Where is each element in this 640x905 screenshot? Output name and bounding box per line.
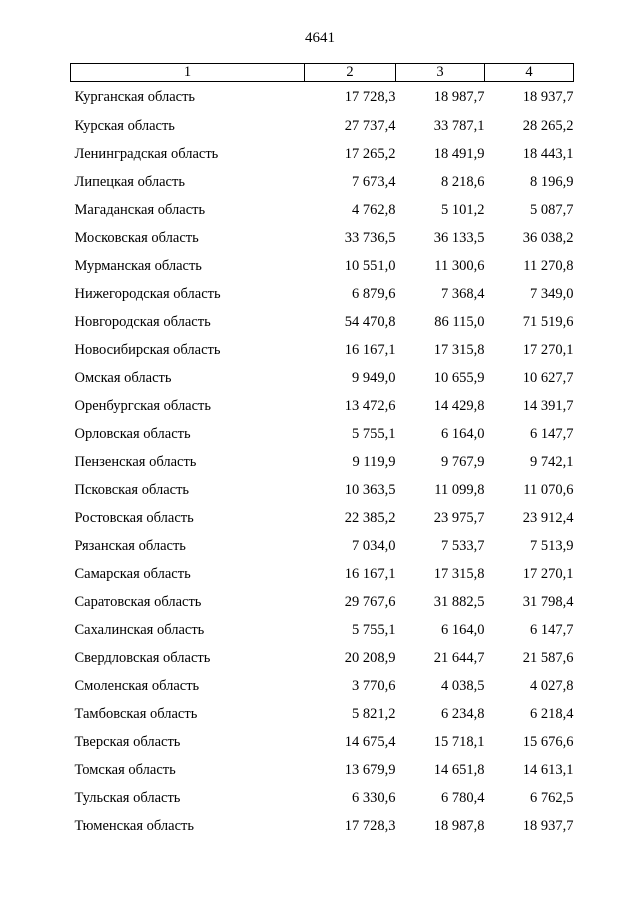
value-col-4-cell: 18 937,7 (522, 818, 574, 834)
value-col-4-cell: 11 270,8 (523, 258, 574, 274)
value-col-4-cell: 7 349,0 (530, 286, 574, 302)
value-col-3-cell: 14 429,8 (433, 398, 485, 414)
region-name-cell: Псковская область (74, 482, 190, 498)
value-col-4-cell: 36 038,2 (522, 230, 574, 246)
value-col-4-cell: 31 798,4 (522, 594, 574, 610)
value-col-2-cell: 13 679,9 (344, 762, 396, 778)
value-col-3-cell: 36 133,5 (433, 230, 485, 246)
value-col-2-cell: 4 762,8 (352, 202, 396, 218)
table-row (71, 728, 574, 756)
region-name-cell: Саратовская область (74, 594, 202, 610)
value-col-3-cell: 11 300,6 (434, 258, 485, 274)
value-col-3-cell: 8 218,6 (441, 174, 485, 190)
region-name-cell: Сахалинская область (74, 622, 205, 638)
header-row (71, 64, 574, 82)
value-col-2-cell: 14 675,4 (344, 734, 396, 750)
region-name-cell: Орловская область (74, 426, 191, 442)
value-col-4-cell: 7 513,9 (530, 538, 574, 554)
value-col-3-cell: 6 234,8 (441, 706, 485, 722)
value-col-3-cell: 15 718,1 (433, 734, 485, 750)
value-col-2-cell: 54 470,8 (344, 314, 396, 330)
region-name-cell: Тверская область (74, 734, 181, 750)
table-row (71, 168, 574, 196)
region-name-cell: Томская область (74, 762, 176, 778)
table-row (71, 784, 574, 812)
table-body (71, 82, 574, 841)
value-col-2-cell: 16 167,1 (344, 566, 396, 582)
table-row (71, 420, 574, 448)
value-col-4-cell: 17 270,1 (522, 566, 574, 582)
value-col-2-cell: 17 265,2 (344, 146, 396, 162)
table-row (71, 644, 574, 672)
value-col-2-cell: 13 472,6 (344, 398, 396, 414)
value-col-3-cell: 18 491,9 (433, 146, 485, 162)
value-col-4-cell: 11 070,6 (523, 482, 574, 498)
value-col-4-cell: 10 627,7 (522, 370, 574, 386)
region-name-cell: Тульская область (74, 790, 181, 806)
value-col-4-cell: 14 613,1 (522, 762, 574, 778)
value-col-3-cell: 14 651,8 (433, 762, 485, 778)
column-header-4: 4 (485, 64, 574, 82)
value-col-2-cell: 5 755,1 (352, 426, 396, 442)
value-col-2-cell: 7 034,0 (352, 538, 396, 554)
region-name-cell: Рязанская область (74, 538, 186, 554)
value-col-2-cell: 33 736,5 (344, 230, 396, 246)
value-col-2-cell: 10 363,5 (344, 482, 396, 498)
value-col-3-cell: 86 115,0 (434, 314, 485, 330)
value-col-4-cell: 17 270,1 (522, 342, 574, 358)
value-col-2-cell: 17 728,3 (344, 89, 396, 105)
table-header (71, 64, 574, 82)
value-col-4-cell: 18 443,1 (522, 146, 574, 162)
value-col-2-cell: 22 385,2 (344, 510, 396, 526)
table-row (71, 504, 574, 532)
table-row (71, 82, 574, 113)
table-row (71, 224, 574, 252)
value-col-4-cell: 6 762,5 (530, 790, 574, 806)
value-col-4-cell: 9 742,1 (530, 454, 574, 470)
region-name-cell: Самарская область (74, 566, 191, 582)
value-col-3-cell: 7 368,4 (441, 286, 485, 302)
region-name-cell: Тюменская область (74, 818, 194, 834)
region-name-cell: Новосибирская область (74, 342, 221, 358)
value-col-4-cell: 4 027,8 (530, 678, 574, 694)
value-col-2-cell: 27 737,4 (344, 118, 396, 134)
region-budget-table (70, 63, 574, 840)
region-name-cell: Ростовская область (74, 510, 194, 526)
value-col-4-cell: 28 265,2 (522, 118, 574, 134)
value-col-2-cell: 9 949,0 (352, 370, 396, 386)
region-name-cell: Свердловская область (74, 650, 211, 666)
table-row (71, 364, 574, 392)
table-row (71, 392, 574, 420)
value-col-3-cell: 10 655,9 (433, 370, 485, 386)
value-col-3-cell: 23 975,7 (433, 510, 485, 526)
table-row (71, 560, 574, 588)
region-name-cell: Новгородская область (74, 314, 211, 330)
value-col-4-cell: 18 937,7 (522, 89, 574, 105)
region-name-cell: Ленинградская область (74, 146, 219, 162)
region-name-cell: Курская область (74, 118, 175, 134)
value-col-4-cell: 6 147,7 (530, 622, 574, 638)
value-col-2-cell: 10 551,0 (344, 258, 396, 274)
value-col-4-cell: 6 147,7 (530, 426, 574, 442)
value-col-3-cell: 21 644,7 (433, 650, 485, 666)
table-row (71, 448, 574, 476)
table-row (71, 532, 574, 560)
value-col-3-cell: 31 882,5 (433, 594, 485, 610)
region-name-cell: Тамбовская область (74, 706, 198, 722)
value-col-4-cell: 15 676,6 (522, 734, 574, 750)
table-row (71, 280, 574, 308)
value-col-3-cell: 9 767,9 (441, 454, 485, 470)
table-row (71, 588, 574, 616)
page-number: 4641 (305, 30, 335, 46)
table-row (71, 308, 574, 336)
table-row (71, 812, 574, 840)
table-row (71, 672, 574, 700)
value-col-3-cell: 7 533,7 (441, 538, 485, 554)
value-col-2-cell: 16 167,1 (344, 342, 396, 358)
value-col-2-cell: 7 673,4 (352, 174, 396, 190)
value-col-2-cell: 17 728,3 (344, 818, 396, 834)
value-col-3-cell: 6 780,4 (441, 790, 485, 806)
table-row (71, 756, 574, 784)
column-header-1: 1 (71, 64, 305, 82)
value-col-2-cell: 6 330,6 (352, 790, 396, 806)
value-col-3-cell: 5 101,2 (441, 202, 485, 218)
region-name-cell: Пензенская область (74, 454, 197, 470)
value-col-4-cell: 14 391,7 (522, 398, 574, 414)
value-col-3-cell: 18 987,7 (433, 89, 485, 105)
region-name-cell: Липецкая область (74, 174, 185, 190)
region-name-cell: Смоленская область (74, 678, 200, 694)
value-col-3-cell: 17 315,8 (433, 342, 485, 358)
region-name-cell: Магаданская область (74, 202, 206, 218)
table-row (71, 252, 574, 280)
value-col-2-cell: 9 119,9 (352, 454, 396, 470)
value-col-2-cell: 29 767,6 (344, 594, 396, 610)
value-col-3-cell: 4 038,5 (441, 678, 485, 694)
table-row (71, 196, 574, 224)
value-col-4-cell: 6 218,4 (530, 706, 574, 722)
column-header-3: 3 (396, 64, 485, 82)
value-col-4-cell: 71 519,6 (522, 314, 574, 330)
region-name-cell: Курганская область (74, 89, 196, 105)
value-col-3-cell: 6 164,0 (441, 622, 485, 638)
table-row (71, 700, 574, 728)
column-header-2: 2 (305, 64, 396, 82)
table-row (71, 140, 574, 168)
table-row (71, 476, 574, 504)
value-col-4-cell: 23 912,4 (522, 510, 574, 526)
value-col-2-cell: 6 879,6 (352, 286, 396, 302)
value-col-2-cell: 3 770,6 (352, 678, 396, 694)
value-col-2-cell: 5 821,2 (352, 706, 396, 722)
value-col-2-cell: 5 755,1 (352, 622, 396, 638)
region-name-cell: Оренбургская область (74, 398, 212, 414)
value-col-3-cell: 33 787,1 (433, 118, 485, 134)
value-col-4-cell: 8 196,9 (530, 174, 574, 190)
table-row (71, 336, 574, 364)
value-col-3-cell: 6 164,0 (441, 426, 485, 442)
value-col-2-cell: 20 208,9 (344, 650, 396, 666)
table-row (71, 616, 574, 644)
region-name-cell: Омская область (74, 370, 172, 386)
value-col-3-cell: 11 099,8 (434, 482, 485, 498)
value-col-4-cell: 21 587,6 (522, 650, 574, 666)
region-name-cell: Мурманская область (74, 258, 202, 274)
value-col-3-cell: 18 987,8 (433, 818, 485, 834)
region-name-cell: Московская область (74, 230, 199, 246)
value-col-4-cell: 5 087,7 (530, 202, 574, 218)
value-col-3-cell: 17 315,8 (433, 566, 485, 582)
table-row (71, 112, 574, 140)
region-name-cell: Нижегородская область (74, 286, 221, 302)
